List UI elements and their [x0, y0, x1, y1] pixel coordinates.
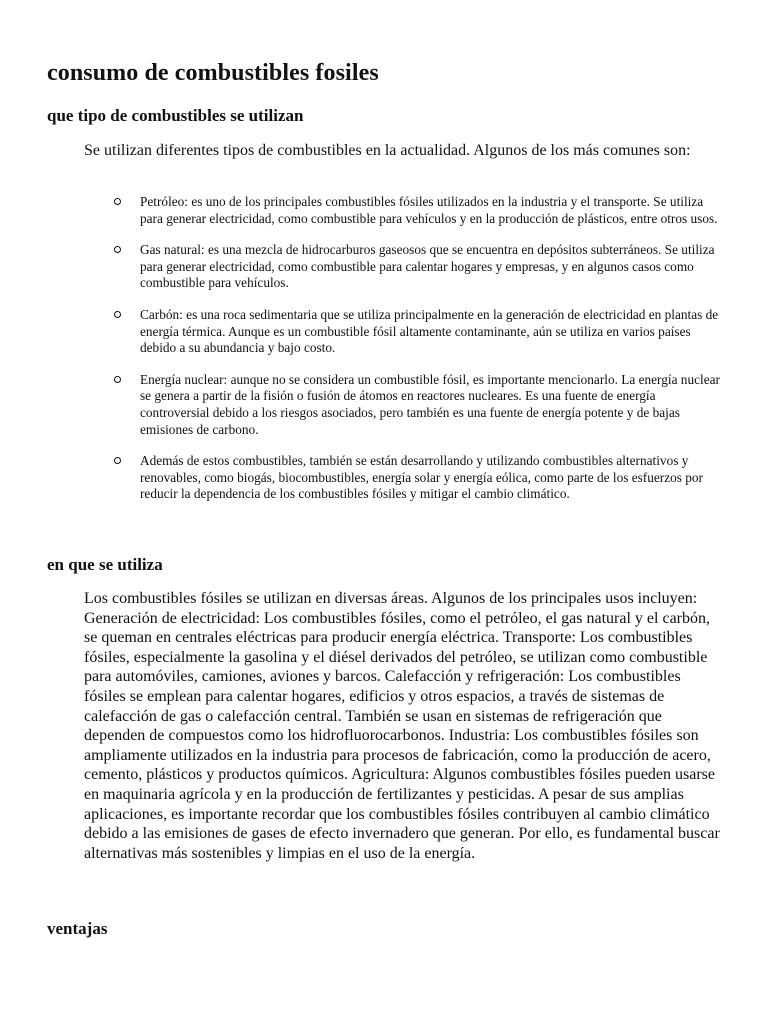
list-item-text: Gas natural: es una mezcla de hidrocarburos gaseosos que se encuentra en depósitos subterráneos. Se utiliza para generar electricidad, como combustible para calentar hogares y empresas, y en algunos casos como combustible para vehículos. — [140, 242, 715, 291]
list-item — [114, 307, 724, 357]
circle-bullet-icon — [114, 311, 121, 318]
circle-bullet-icon — [114, 376, 121, 383]
list-item — [114, 194, 724, 227]
circle-bullet-icon — [114, 198, 121, 205]
page-title: consumo de combustibles fosiles — [47, 60, 379, 86]
intro-paragraph: Se utilizan diferentes tipos de combustibles en la actualidad. Algunos de los más comunes son: — [84, 142, 691, 159]
list-item — [114, 453, 724, 503]
list-item-text: Carbón: es una roca sedimentaria que se utiliza principalmente en la generación de electricidad en plantas de energía térmica. Aunque es un combustible fósil altamente contaminante, aún se utiliza en varios países debido a su abundancia y bajo costo. — [140, 306, 719, 356]
list-item-text: Además de estos combustibles, también se están desarrollando y utilizando combustibles alternativos y renovables, como biogás, biocombustibles, energía solar y energía eólica, como parte de los esfuerzos por reducir la dependencia de los combustibles fósiles y mitigar el cambio climático. — [140, 453, 703, 502]
circle-bullet-icon — [114, 457, 121, 464]
list-item-text: Energía nuclear: aunque no se considera un combustible fósil, es importante mencionarlo. La energía nuclear se genera a partir de la fisión o fusión de átomos en reactores nucleares. Es una fuente de energía controversial debido a los riesgos asociados, pero también es una fuente de energía potente y de bajas emisiones de carbono. — [140, 371, 720, 437]
section-heading-tipos: que tipo de combustibles se utilizan — [47, 106, 304, 125]
uso-paragraph: Los combustibles fósiles se utilizan en diversas áreas. Algunos de los principales usos incluyen: Generación de electricidad: Los combustibles fósiles, como el petróleo, el gas natural y el carbón, se queman en centrales eléctricas para producir energía eléctrica. Transporte: Los combustibles fósiles, especialmente la gasolina y el diésel derivados del petróleo, se utilizan como combustible para automóviles, camiones, aviones y barcos. Calefacción y refrigeración: Los combustibles fósiles se emplean para calentar hogares, edificios y otros espacios, a través de sistemas de calefacción de gas o calefacción central. También se usan en sistemas de refrigeración que dependen de compuestos como los hidrofluorocarbonos. Industria: Los combustibles fósiles son ampliamente utilizados en la industria para procesos de fabricación, como la producción de acero, cemento, plásticos y productos químicos. Agricultura: Algunos combustibles fósiles pueden usarse en maquinaria agrícola y en la producción de fertilizantes y pesticidas. A pesar de sus amplias aplicaciones, es importante recordar que los combustibles fósiles contribuyen al cambio climático debido a las emisiones de gases de efecto invernadero que generan. Por ello, es fundamental buscar alternativas más sostenibles y limpias en el uso de la energía. — [84, 590, 720, 862]
list-item — [114, 372, 724, 438]
circle-bullet-icon — [114, 246, 121, 253]
section-heading-uso: en que se utiliza — [47, 555, 163, 574]
list-item-text: Petróleo: es uno de los principales combustibles fósiles utilizados en la industria y el transporte. Se utiliza para generar electricidad, como combustible para vehículos y en la producción de plásticos, entre otros usos. — [140, 194, 718, 226]
section-heading-ventajas: ventajas — [47, 919, 108, 938]
fuel-types-list — [114, 194, 724, 518]
list-item — [114, 242, 724, 292]
